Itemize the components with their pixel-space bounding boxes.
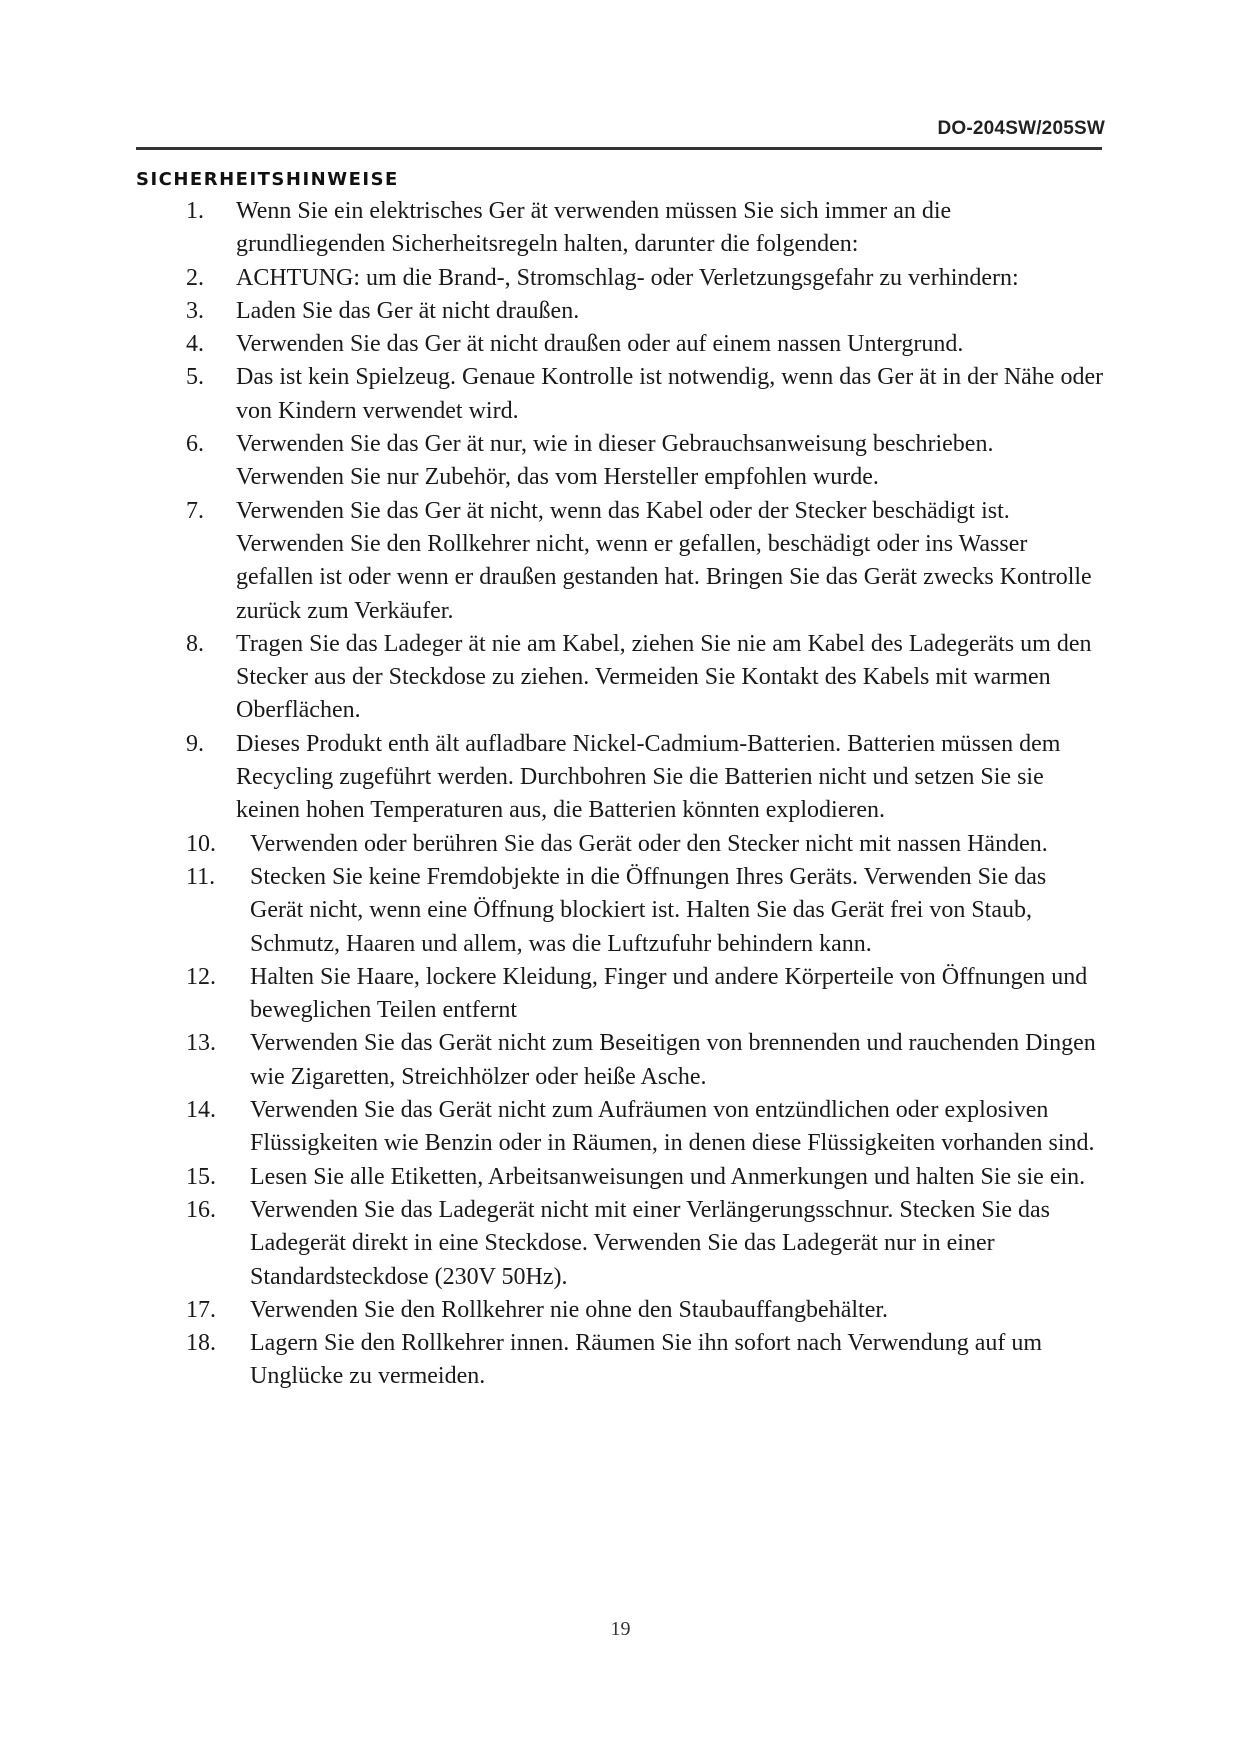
safety-item [0, 1027, 1104, 1094]
item-number: 3. [186, 297, 204, 324]
item-number: 1. [186, 198, 204, 224]
item-text: Verwenden Sie das Ladegerät nicht mit einer Verlängerungsschnur. Stecken Sie das Ladegerät direkt in eine Steckdose. Verwenden Sie das Ladegerät nur in einer Standardsteckdose (230V 50Hz). [250, 1196, 1050, 1290]
safety-item [0, 1327, 1104, 1394]
item-text: ACHTUNG: um die Brand-, Stromschlag- oder Verletzungsgefahr zu verhindern: [236, 264, 1019, 291]
safety-item [0, 262, 1104, 295]
item-number: 6. [186, 431, 204, 458]
safety-item [0, 728, 1104, 828]
item-text: Verwenden Sie das Gerät nicht zum Aufräumen von entzündlichen oder explosiven Flüssigkeiten wie Benzin oder in Räumen, in denen diese Flüssigkeiten vorhanden sind. [250, 1097, 1095, 1157]
item-number: 8. [186, 630, 204, 657]
item-text: Verwenden Sie das Ger ät nicht draußen oder auf einem nassen Untergrund. [236, 331, 964, 358]
safety-item [0, 361, 1104, 428]
safety-item [0, 495, 1104, 628]
item-number: 18. [186, 1330, 216, 1357]
item-number: 14. [186, 1097, 216, 1124]
item-number: 9. [186, 730, 204, 757]
item-text: Verwenden Sie den Rollkehrer nie ohne den Staubauffangbehälter. [250, 1296, 889, 1323]
item-number: 11. [186, 863, 216, 890]
item-number: 13. [186, 1030, 216, 1057]
model-code: DO-204SW/205SW [937, 118, 1105, 139]
item-text: Verwenden Sie das Gerät nicht zum Beseitigen von brennenden und rauchenden Dingen wie Zigaretten, Streichhölzer oder heiße Asche. [250, 1030, 1096, 1090]
item-text: Verwenden oder berühren Sie das Gerät oder den Stecker nicht mit nassen Händen. [250, 830, 1048, 857]
safety-item [0, 328, 1104, 361]
safety-item [0, 861, 1104, 961]
item-number: 16. [186, 1196, 216, 1223]
safety-item [0, 1094, 1104, 1161]
item-number: 2. [186, 264, 204, 291]
item-number: 17. [186, 1296, 216, 1323]
item-number: 12. [186, 963, 216, 990]
safety-item [0, 1294, 1104, 1327]
item-text: Stecken Sie keine Fremdobjekte in die Öffnungen Ihres Geräts. Verwenden Sie das Gerät nicht, wenn eine Öffnung blockiert ist. Halten Sie das Gerät frei von Staub, Schmutz, Haaren und allem, was die Luftzufuhr behindern kann. [250, 863, 1047, 957]
section-title: sicherheitshinweise [136, 162, 399, 191]
item-text: Dieses Produkt enth ält aufladbare Nickel-Cadmium-Batterien. Batterien müssen dem Recycling zugeführt werden. Durchbohren Sie die Batterien nicht und setzen Sie sie keinen hohen Temperaturen aus, die Batterien könnten explodieren. [236, 730, 1061, 824]
safety-item [0, 295, 1104, 328]
item-number: 5. [186, 364, 204, 391]
safety-item [0, 828, 1104, 861]
safety-item [0, 628, 1104, 728]
item-text: Lesen Sie alle Etiketten, Arbeitsanweisungen und Anmerkungen und halten Sie sie ein. [250, 1163, 1086, 1190]
item-number: 10. [186, 830, 216, 857]
item-number: 4. [186, 331, 204, 358]
item-text: Verwenden Sie das Ger ät nicht, wenn das Kabel oder der Stecker beschädigt ist. Verwenden Sie den Rollkehrer nicht, wenn er gefallen, beschädigt oder ins Wasser gefallen ist oder wenn er draußen gestanden hat. Bringen Sie das Gerät zwecks Kontrolle zurück zum Verkäufer. [236, 497, 1092, 624]
safety-item [0, 428, 1104, 495]
item-text: Wenn Sie ein elektrisches Ger ät verwenden müssen Sie sich immer an die grundliegenden Sicherheitsregeln halten, darunter die folgenden: [236, 198, 952, 258]
item-text: Halten Sie Haare, lockere Kleidung, Finger und andere Körperteile von Öffnungen und beweglichen Teilen entfernt [250, 963, 1088, 1024]
safety-item [0, 1194, 1104, 1294]
header-rule [136, 147, 1102, 150]
safety-item [0, 1161, 1104, 1194]
safety-item [0, 961, 1104, 1028]
safety-item [0, 195, 1104, 262]
item-number: 15. [186, 1163, 216, 1190]
safety-instructions-list [0, 195, 1241, 1394]
item-text: Lagern Sie den Rollkehrer innen. Räumen Sie ihn sofort nach Verwendung auf um Unglücke zu vermeiden. [250, 1330, 1043, 1390]
item-text: Laden Sie das Ger ät nicht draußen. [236, 297, 580, 324]
item-number: 7. [186, 497, 204, 524]
item-text: Verwenden Sie das Ger ät nur, wie in dieser Gebrauchsanweisung beschrieben. Verwenden Sie nur Zubehör, das vom Hersteller empfohlen wurde. [236, 431, 994, 491]
page-number: 19 [610, 1618, 631, 1640]
item-text: Das ist kein Spielzeug. Genaue Kontrolle ist notwendig, wenn das Ger ät in der Nähe oder von Kindern verwendet wird. [236, 364, 1104, 424]
item-text: Tragen Sie das Ladeger ät nie am Kabel, ziehen Sie nie am Kabel des Ladegeräts um den Stecker aus der Steckdose zu ziehen. Vermeiden Sie Kontakt des Kabels mit warmen Oberflächen. [236, 630, 1092, 724]
